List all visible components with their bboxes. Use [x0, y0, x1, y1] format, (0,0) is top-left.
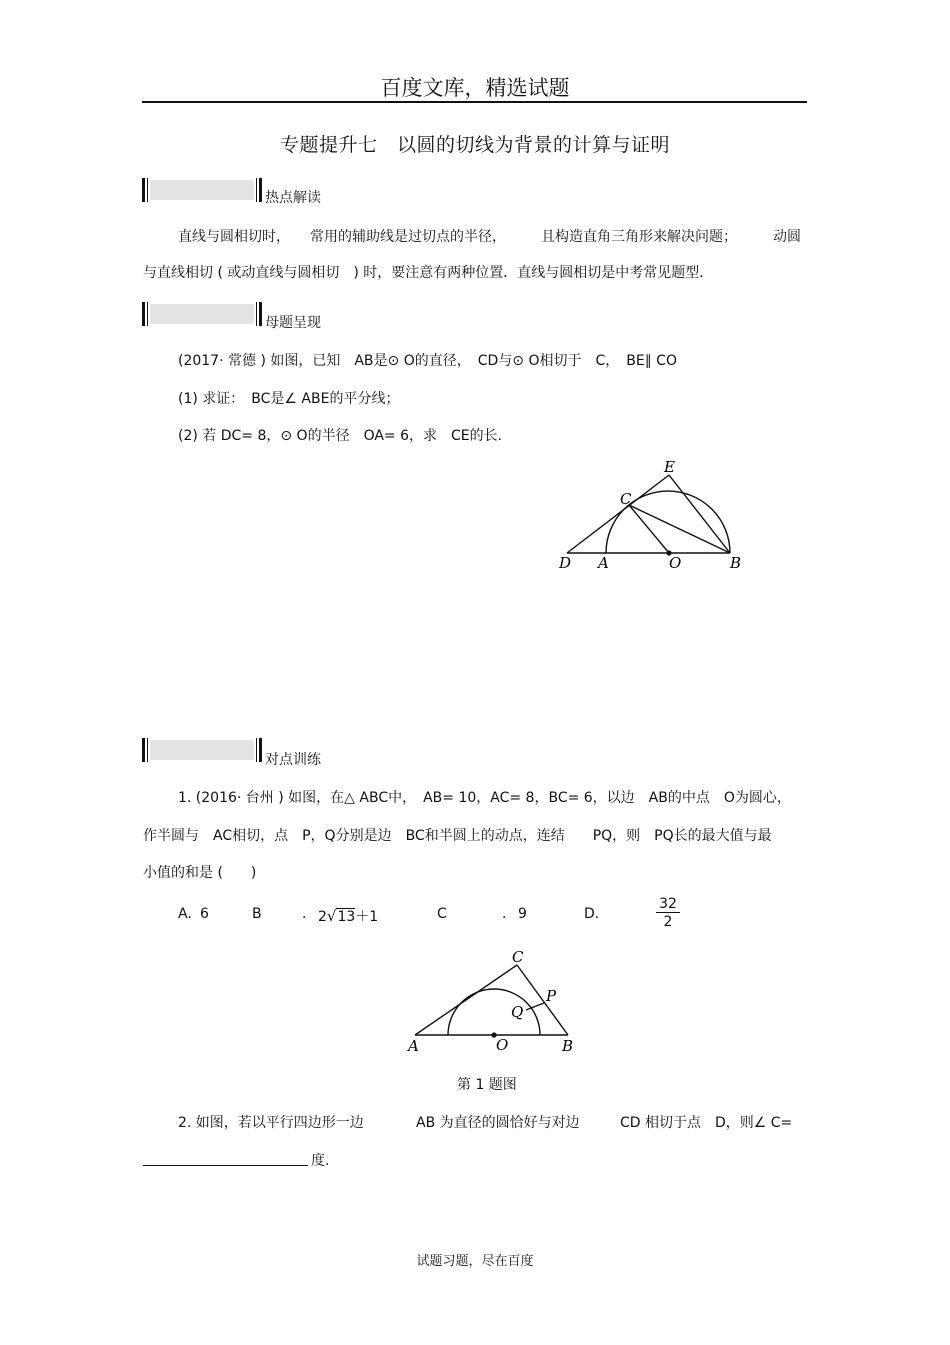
figure-2-label-o: O — [496, 1036, 509, 1054]
q2-answer-blank — [143, 1165, 308, 1166]
q1-option-a-value: 6 — [200, 906, 209, 922]
figure-1-label-o: O — [669, 554, 682, 572]
figure-1-label-e: E — [664, 458, 675, 476]
q1-option-b-value: 2√13＋1 — [318, 907, 379, 925]
figure-1-geometry — [550, 455, 750, 580]
hot-text-line1-a: 直线与圆相切时， — [178, 229, 290, 245]
figure-2-label-c: C — [512, 948, 524, 966]
figure-1-label-b: B — [730, 554, 742, 572]
q2-line1-c: CD 相切于点 D，则∠ C= — [620, 1115, 793, 1131]
section-marker-hot — [142, 178, 262, 202]
mother-problem-part1: (1) 求证： BC是∠ ABE的平分线； — [178, 391, 400, 407]
page-header-title: 百度文库，精选试题 — [380, 76, 570, 100]
q2-line1-b: AB 为直径的圆恰好与对边 — [416, 1115, 580, 1131]
header-rule — [142, 101, 807, 103]
q1-line3: 小值的和是 ( ) — [143, 865, 257, 881]
mother-problem-stem: (2017· 常德 ) 如图，已知 AB是⊙ O的直径， CD与⊙ O相切于 C， BE∥ CO — [178, 353, 677, 369]
figure-1-caption: 第 1 题图 — [457, 1077, 517, 1093]
page-footer: 试题习题，尽在百度 — [416, 1254, 534, 1269]
figure-2-label-q: Q — [511, 1003, 524, 1021]
q1-option-c-dot: . — [502, 906, 507, 922]
hot-text-line1-c: 且构造直角三角形来解决问题； — [541, 229, 737, 245]
section-title-mother: 母题呈现 — [265, 315, 321, 331]
document-title: 专题提升七 以圆的切线为背景的计算与证明 — [279, 134, 670, 156]
q2-line1-a: 2. 如图，若以平行四边形一边 — [178, 1115, 364, 1131]
figure-2-geometry — [400, 945, 590, 1060]
q1-option-b-label: B — [252, 906, 262, 922]
q1-option-a-label: A. — [178, 906, 192, 922]
figure-1-label-d: D — [559, 554, 572, 572]
section-marker-training — [142, 738, 262, 762]
figure-2-label-a: A — [408, 1037, 419, 1055]
q2-unit: 度. — [311, 1153, 330, 1169]
section-title-hot: 热点解读 — [265, 190, 321, 206]
hot-text-line1-b: 常用的辅助线是过切点的半径， — [310, 229, 506, 245]
q1-option-d-fraction: $\frac{32}{2}$ — [656, 896, 680, 931]
figure-2-label-p: P — [546, 987, 557, 1005]
section-marker-mother — [142, 302, 262, 326]
mother-problem-part2: (2) 若 DC= 8，⊙ O的半径 OA= 6，求 CE的长. — [178, 428, 503, 444]
q1-option-c-label: C — [437, 906, 447, 922]
q1-line1: 1. (2016· 台州 ) 如图，在△ ABC中， AB= 10，AC= 8，BC= 6，以边 AB的中点 O为圆心， — [178, 790, 791, 806]
q1-option-c-value: 9 — [518, 906, 527, 922]
figure-1-label-c: C — [620, 490, 632, 508]
figure-2-label-b: B — [562, 1037, 574, 1055]
q1-option-b-dot: . — [302, 906, 307, 922]
section-title-training: 对点训练 — [265, 752, 321, 768]
q1-option-d-label: D. — [584, 906, 600, 922]
hot-text-line1-d: 动圆 — [773, 229, 801, 245]
hot-text-line2: 与直线相切 ( 或动直线与圆相切 ) 时，要注意有两种位置．直线与圆相切是中考常见题型． — [143, 265, 714, 281]
figure-1-label-a: A — [598, 554, 609, 572]
q1-line2: 作半圆与 AC相切，点 P，Q分别是边 BC和半圆上的动点，连结 PQ，则 PQ长的最大值与最 — [143, 828, 772, 844]
